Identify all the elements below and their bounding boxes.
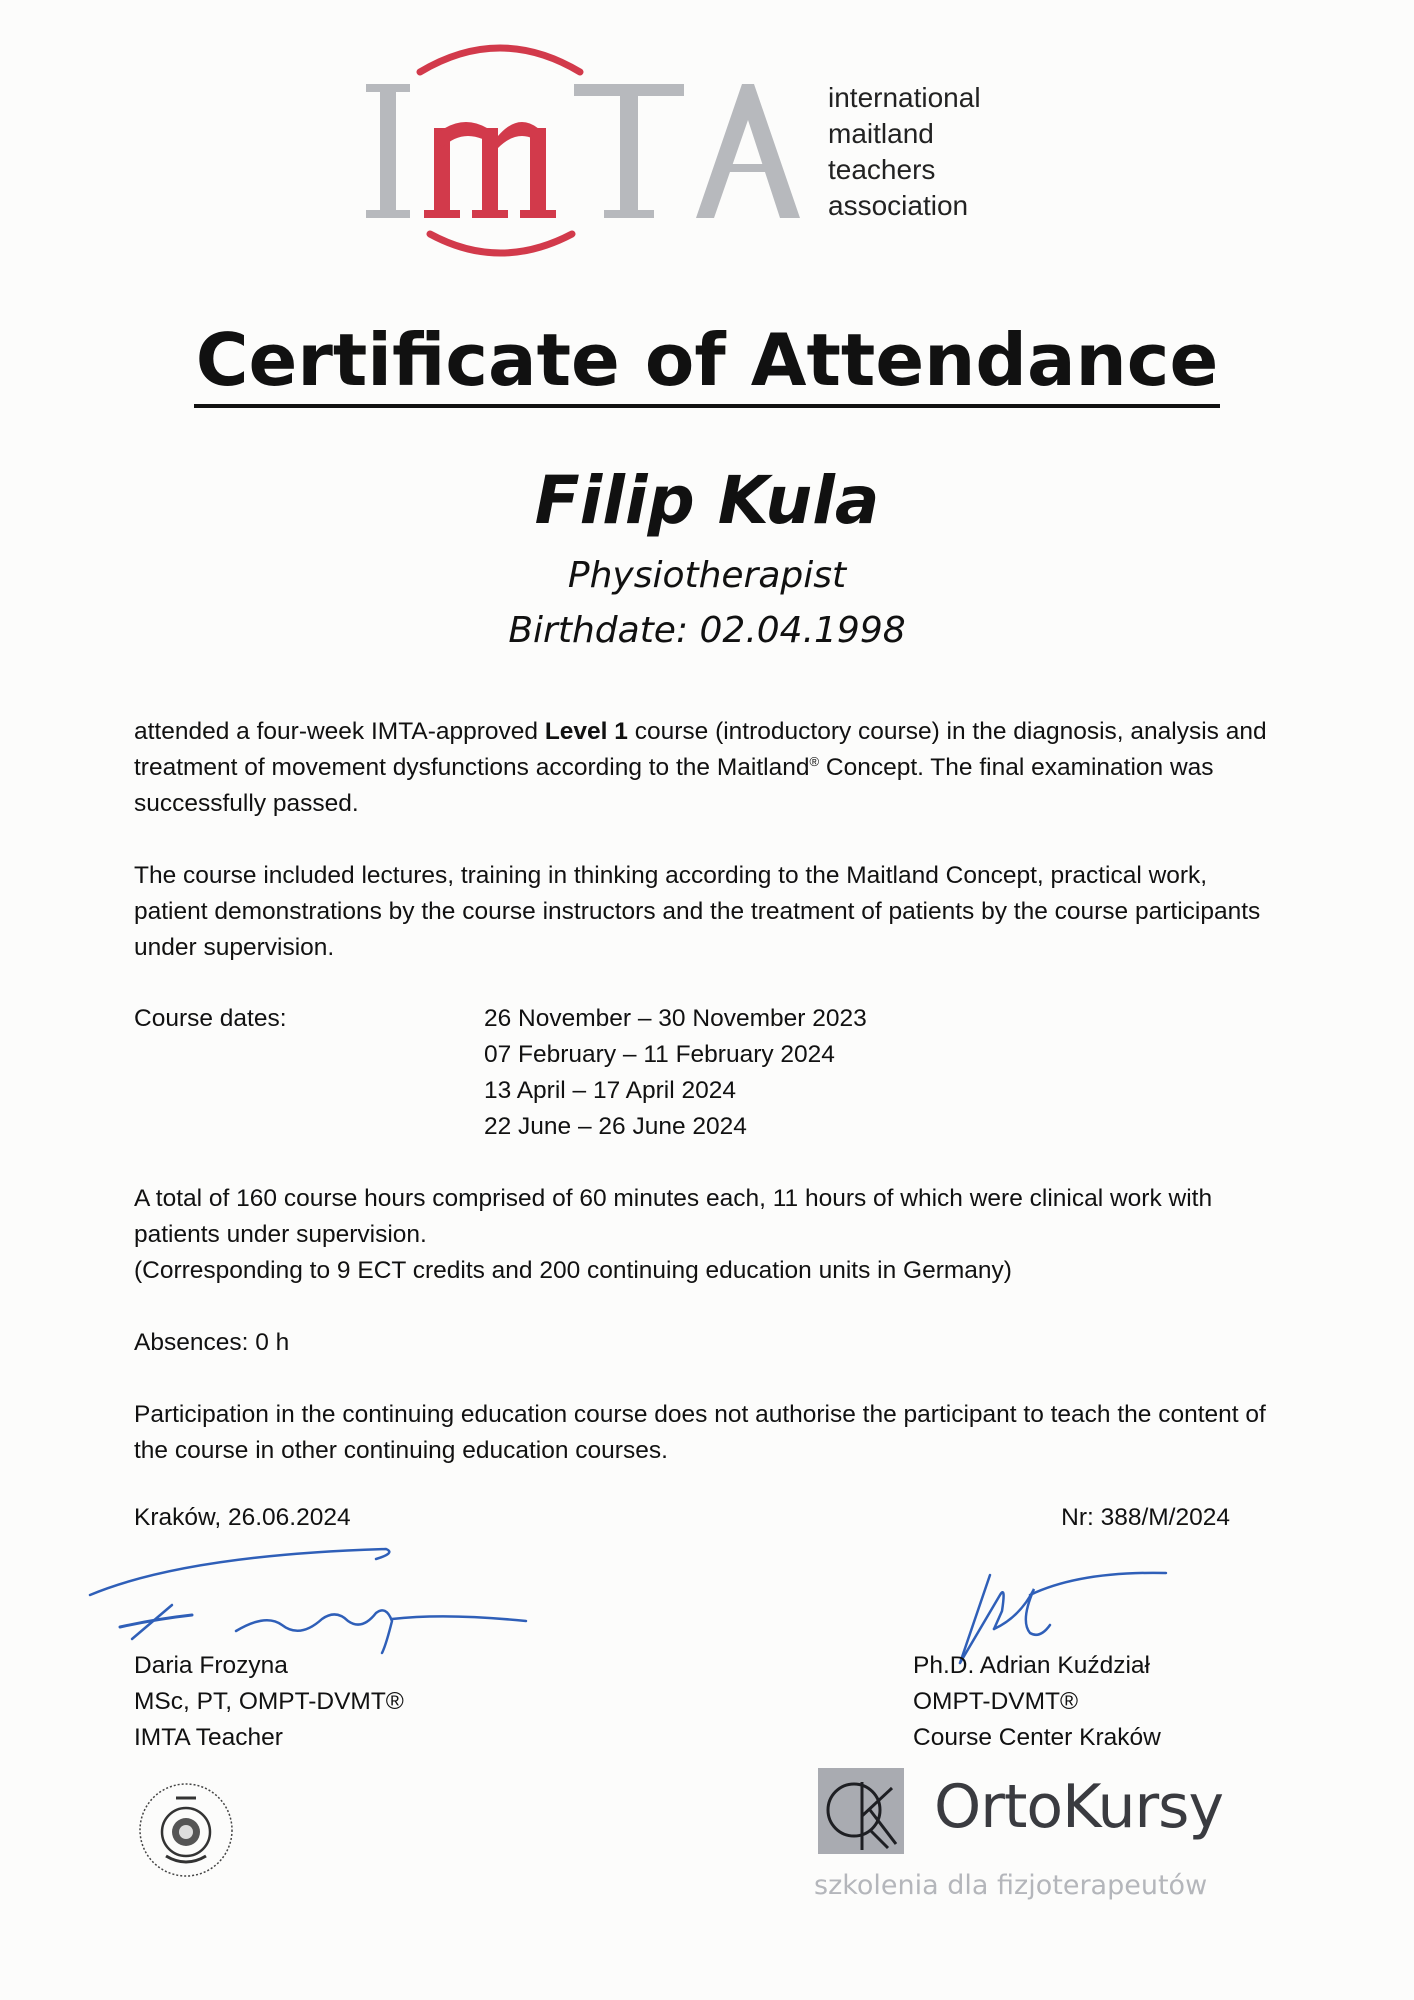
course-hours-paragraph [134, 1181, 1284, 1289]
right-signatory-credentials: OMPT-DVMT® [913, 1688, 1079, 1715]
course-date: 13 April – 17 April 2024 [484, 1077, 736, 1104]
paragraph-text: course (introductory course) in the diagnosis, analysis and treatment of movement dysfunctions according to the Maitland [134, 718, 1267, 781]
certificate-title [0, 318, 1414, 402]
course-date: 22 June – 26 June 2024 [484, 1113, 747, 1140]
paragraph-text: attended a four-week IMTA-approved [134, 718, 545, 745]
ortokursy-tagline: szkolenia dla fizjoterapeutów [814, 1870, 1208, 1901]
logo-word: teachers [828, 154, 936, 185]
left-signatory [134, 1648, 404, 1756]
absences-text: Absences: 0 h [134, 1329, 290, 1356]
imta-logo [360, 36, 1000, 266]
course-date: 26 November – 30 November 2023 [484, 1005, 867, 1032]
imta-logo-mark [360, 36, 820, 266]
course-level: Level 1 [544, 718, 628, 745]
left-signatory-credentials: MSc, PT, OMPT-DVMT® [134, 1688, 404, 1715]
recipient-profession: Physiotherapist [567, 555, 847, 596]
course-hours-text: A total of 160 course hours comprised of 60 minutes each, 11 hours of which were clinical work with patients under supervision. [134, 1185, 1213, 1248]
ortokursy-monogram-icon [818, 1768, 904, 1854]
right-signatory-role: Course Center Kraków [913, 1724, 1161, 1751]
left-signatory-role: IMTA Teacher [134, 1724, 283, 1751]
registered-mark: ® [809, 753, 820, 769]
logo-word: maitland [828, 118, 934, 149]
course-date: 07 February – 11 February 2024 [484, 1041, 835, 1068]
left-signature [86, 1535, 546, 1655]
certificate-title-text: Certificate of Attendance [194, 318, 1221, 408]
course-dates-label: Course dates: [134, 1005, 287, 1032]
right-signatory [913, 1648, 1161, 1756]
imta-logo-words [828, 80, 981, 224]
course-content-paragraph: The course included lectures, training in thinking according to the Maitland Concept, practical work, patient demonstrations by the course instructors and the treatment of patients by the course participants under supervision. [134, 862, 1261, 961]
teaching-restriction-paragraph: Participation in the continuing education course does not authorise the participant to teach the content of the course in other continuing education courses. [134, 1401, 1266, 1464]
imta-seal-icon [136, 1780, 236, 1880]
credits-text: (Corresponding to 9 ECT credits and 200 continuing education units in Germany) [134, 1257, 1012, 1284]
left-signatory-name: Daria Frozyna [134, 1652, 288, 1679]
attendance-paragraph [134, 714, 1284, 822]
course-dates-list [484, 1001, 867, 1145]
place-and-date: Kraków, 26.06.2024 [134, 1504, 351, 1531]
logo-word: international [828, 82, 981, 113]
logo-word: association [828, 190, 969, 221]
ortokursy-name: OrtoKursy [934, 1772, 1223, 1842]
certificate-number: Nr: 388/M/2024 [1061, 1504, 1230, 1531]
recipient-name: Filip Kula [534, 462, 880, 539]
recipient-birthdate: Birthdate: 02.04.1998 [508, 610, 906, 651]
right-signatory-name: Ph.D. Adrian Kuździał [913, 1652, 1150, 1679]
paragraph-text: Concept. The final examination was successfully passed. [134, 754, 1214, 817]
